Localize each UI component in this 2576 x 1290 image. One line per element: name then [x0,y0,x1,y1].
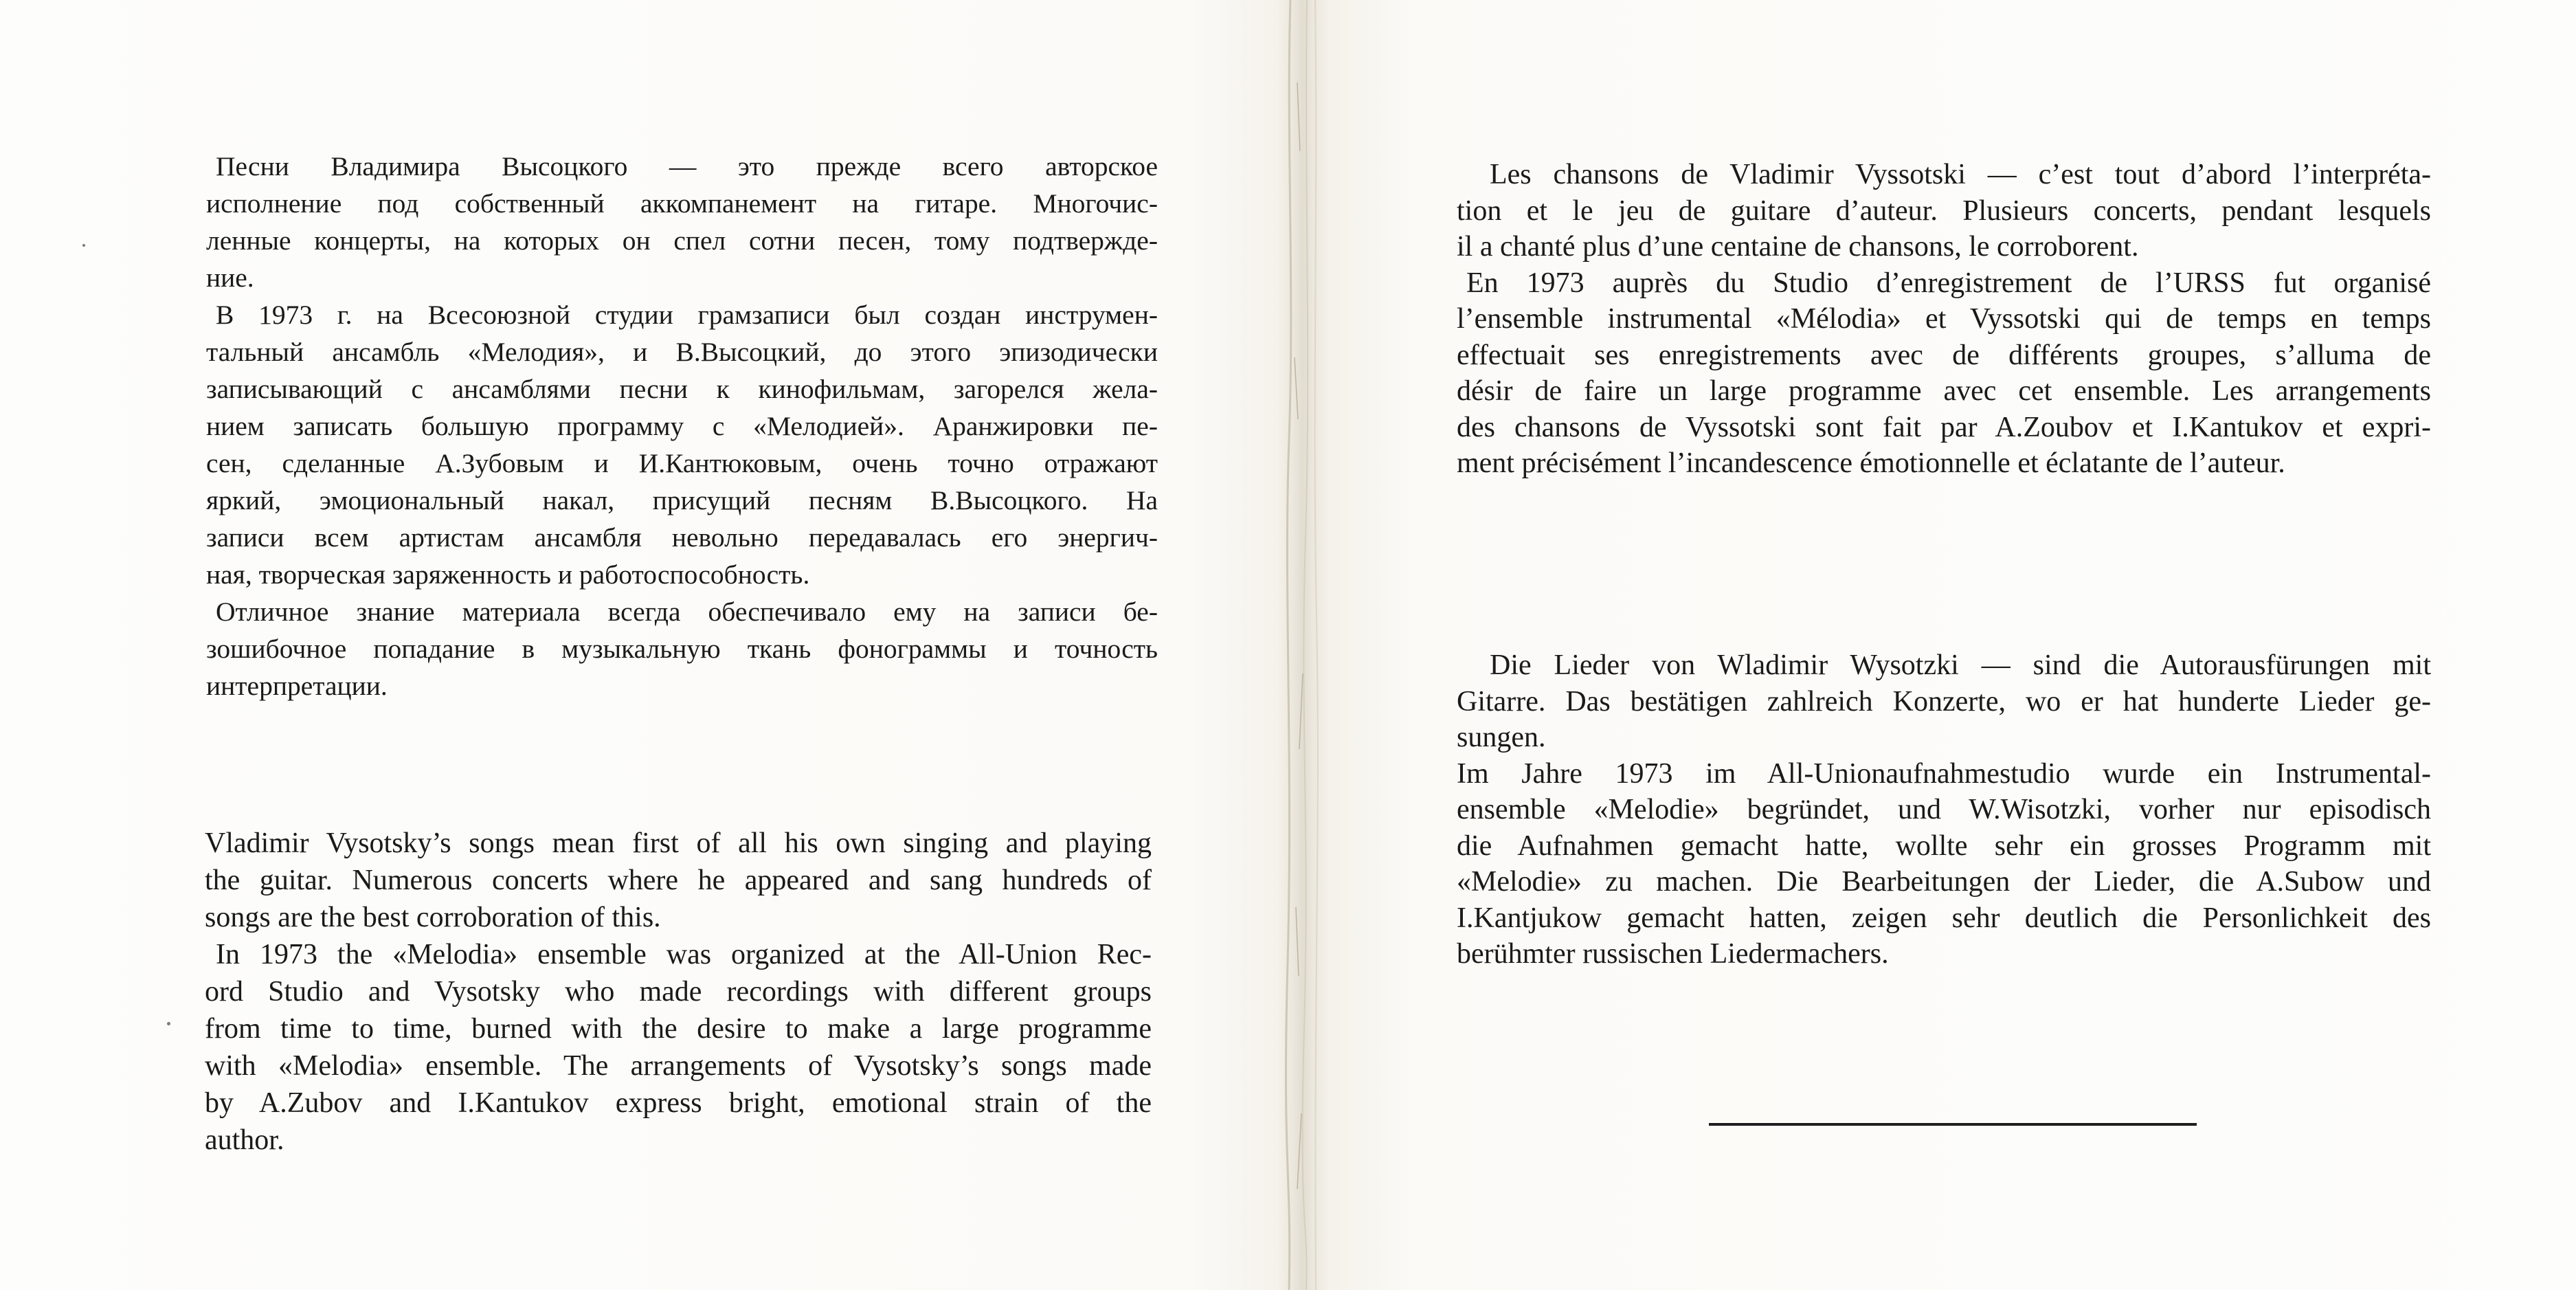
text-line: тальный ансамбль «Мелодия», и В.Высоцкий, до этого эпизодически [206,337,1158,367]
russian-paragraph-2 [206,296,1158,593]
text-line: интерпретации. [206,671,388,701]
text-line: ние. [206,263,254,293]
paper-speck [167,1022,170,1025]
french-paragraph-1 [1457,157,2431,265]
text-line: ord Studio and Vysotsky who made recordings with different groups [205,976,1152,1008]
text-line: berühmter russischen Liedermachers. [1457,938,1889,970]
english-paragraph-2 [205,936,1152,1159]
text-line: l’ensemble instrumental «Mélodia» et Vyssotski qui de temps en temps [1457,303,2431,335]
text-line: записывающий с ансамблями песни к кинофильмам, загорелся жела- [206,374,1158,404]
text-line: ная, творческая заряженность и работоспособность. [206,559,810,590]
text-line: with «Melodia» ensemble. The arrangements of Vysotsky’s songs made [205,1050,1152,1082]
russian-text-block [206,148,1158,704]
french-paragraph-2 [1457,265,2431,482]
text-line: effectuait ses enregistrements avec de différents groupes, s’alluma de [1457,339,2431,371]
text-line: нием записать большую программу с «Мелодией». Аранжировки пе- [206,411,1158,441]
text-line: songs are the best corroboration of this. [205,902,661,933]
text-line: Les chansons de Vladimir Vyssotski — c’est tout d’abord l’interpréta- [1490,159,2431,190]
german-paragraph-1 [1457,647,2431,756]
text-line: In 1973 the «Melodia» ensemble was organized at the All-Union Rec- [216,939,1152,970]
french-text-block [1457,157,2431,482]
english-paragraph-1 [205,825,1152,936]
text-line: В 1973 г. на Всесоюзной студии грамзаписи был создан инструмен- [216,300,1158,330]
text-line: En 1973 auprès du Studio d’enregistrement de l’URSS fut organisé [1466,267,2431,299]
text-line: tion et le jeu de guitare d’auteur. Plusieurs concerts, pendant lesquels [1457,194,2431,227]
text-line: the guitar. Numerous concerts where he appeared and sang hundreds of [205,865,1152,896]
text-line: Песни Владимира Высоцкого — это прежде всего авторское [216,151,1158,181]
german-paragraph-2 [1457,756,2431,972]
text-line: from time to time, burned with the desire to make a large programme [205,1013,1152,1045]
text-line: Im Jahre 1973 im All-Unionaufnahmestudio wurde ein Instrumental- [1457,757,2431,790]
divider-rule [1709,1123,2197,1126]
text-line: Отличное знание материала всегда обеспечивало ему на записи бе- [216,597,1158,627]
russian-paragraph-3 [206,593,1158,704]
text-line: ment précisément l’incandescence émotionnelle et éclatante de l’auteur. [1457,447,2285,479]
text-line: Die Lieder von Wladimir Wysotzki — sind die Autorausfürungen mit [1490,649,2431,681]
text-line: désir de faire un large programme avec cet ensemble. Les arrangements [1457,375,2431,407]
text-line: I.Kantjukow gemacht hatten, zeigen sehr deutlich die Personlichkeit des [1457,902,2431,934]
text-line: sungen. [1457,722,1546,753]
text-line: Gitarre. Das bestätigen zahlreich Konzerte, wo er hat hunderte Lieder ge- [1457,685,2431,718]
fold-crease-texture [1277,0,1329,1290]
text-line: Vladimir Vysotsky’s songs mean first of all his own singing and playing [205,827,1152,859]
text-line: зошибочное попадание в музыкальную ткань фонограммы и точность [206,634,1158,664]
text-line: ensemble «Melodie» begründet, und W.Wisotzki, vorher nur episodisch [1457,794,2431,825]
text-line: il a chanté plus d’une centaine de chansons, le corroborent. [1457,231,2139,263]
text-line: des chansons de Vyssotski sont fait par A.Zoubov et I.Kantukov et expri- [1457,411,2431,443]
text-line: ленные концерты, на которых он спел сотни песен, тому подтвержде- [206,225,1158,256]
text-line: яркий, эмоциональный накал, присущий песням В.Высоцкого. На [206,485,1158,515]
german-text-block [1457,647,2431,972]
text-line: die Aufnahmen gemacht hatte, wollte sehr ein grosses Programm mit [1457,830,2431,862]
paper-speck [82,244,85,247]
text-line: исполнение под собственный аккомпанемент на гитаре. Многочис- [206,188,1158,219]
center-fold [1277,0,1329,1290]
text-line: записи всем артистам ансамбля невольно передавалась его энергич- [206,522,1158,553]
russian-paragraph-1 [206,148,1158,296]
english-text-block [205,825,1152,1159]
text-line: by A.Zubov and I.Kantukov express bright, emotional strain of the [205,1087,1152,1119]
text-line: author. [205,1124,284,1156]
text-line: «Melodie» zu machen. Die Bearbeitungen der Lieder, die A.Subow und [1457,866,2431,898]
text-line: сен, сделанные А.Зубовым и И.Кантюковым, очень точно отражают [206,448,1158,478]
